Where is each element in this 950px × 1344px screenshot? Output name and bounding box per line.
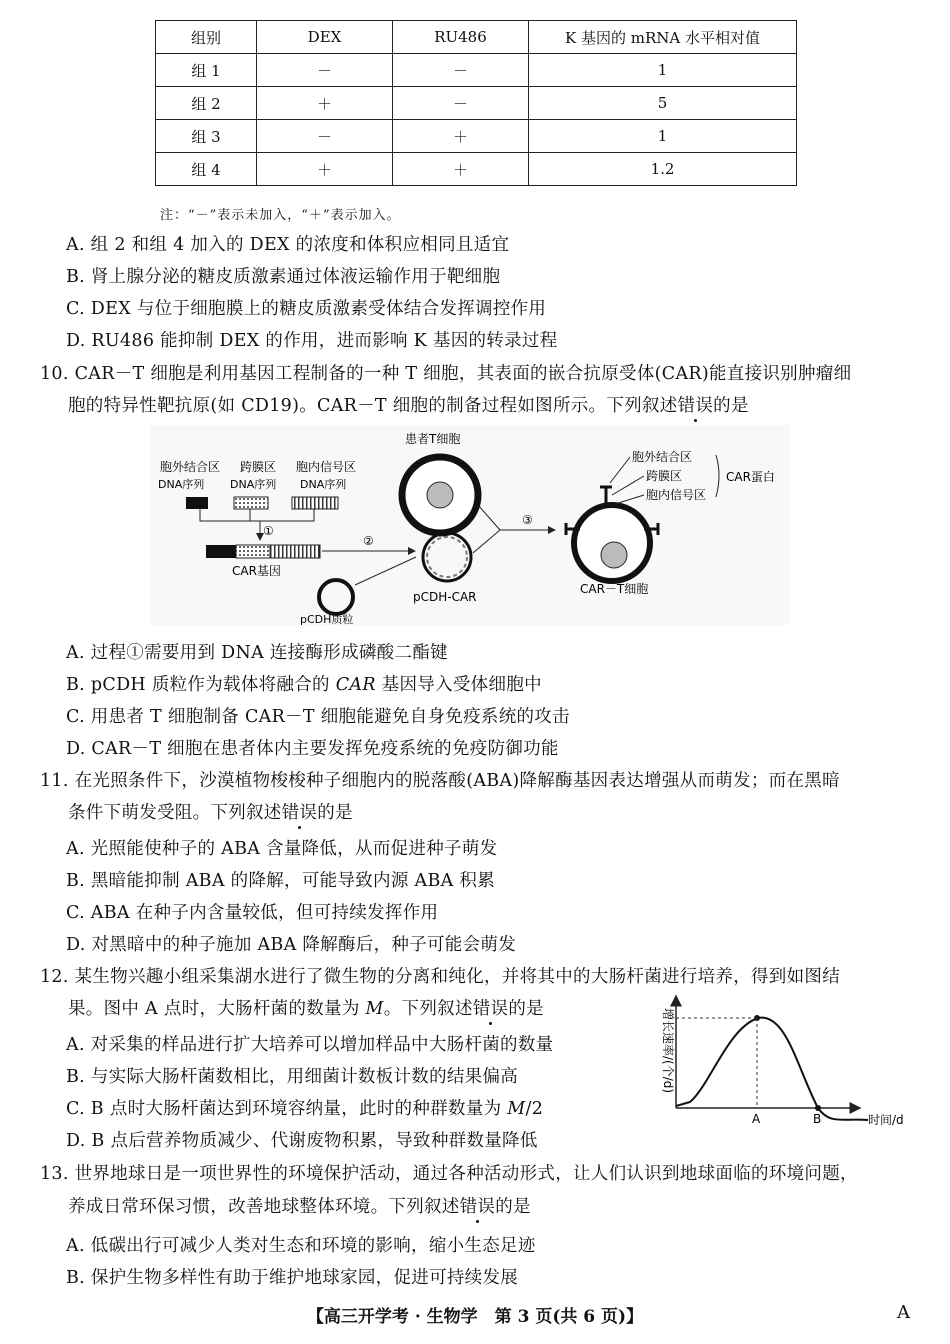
point-a-label: A	[752, 1112, 761, 1126]
graph-ylabel: 增长速率/(个/d)	[661, 1008, 675, 1094]
table-cell: ＋	[393, 120, 529, 153]
q12-option-c-m: M	[507, 1099, 526, 1119]
tm-dna-segment	[234, 497, 268, 509]
q11-stem-line1: 11. 在光照条件下，沙漠植物梭梭种子细胞内的脱落酸(ABA)降解酶基因表达增强从而萌发；而在黑暗	[40, 771, 840, 791]
table-cell: －	[257, 120, 393, 153]
q10-option-c: C. 用患者 T 细胞制备 CAR－T 细胞能避免自身免疫系统的攻击	[66, 707, 570, 727]
table-cell: ＋	[393, 153, 529, 186]
q12-stem-text: 果。图中 A 点时，大肠杆菌的数量为	[68, 999, 366, 1019]
q12-option-d: D. B 点后营养物质减少、代谢废物积累，导致种群数量降低	[66, 1131, 538, 1151]
q13-option-b: B. 保护生物多样性有助于维护地球家园，促进可持续发展	[66, 1268, 519, 1288]
q10-emphasis: 错误	[677, 396, 714, 416]
q12-stem-m: M	[365, 999, 384, 1019]
q11-option-b: B. 黑暗能抑制 ABA 的降解，可能导致内源 ABA 积累	[66, 871, 496, 891]
table-cell: 1	[529, 54, 797, 87]
q11-stem-text: 条件下萌发受阻。下列叙述	[68, 803, 282, 823]
q11-stem-end: 的是	[317, 803, 353, 823]
q10-stem-line1: 10. CAR－T 细胞是利用基因工程制备的一种 T 细胞，其表面的嵌合抗原受体(CAR)能直接识别肿瘤细	[40, 364, 852, 384]
label-extracellular: 胞外结合区	[160, 460, 221, 474]
experiment-table	[155, 20, 797, 186]
dna-seq-3: DNA序列	[300, 478, 347, 491]
q11-option-a: A. 光照能使种子的 ABA 含量降低，从而促进种子萌发	[66, 839, 498, 859]
car-t-diagram	[150, 425, 790, 625]
q10-option-b-gene: CAR	[335, 675, 376, 695]
q10-option-b-end: 基因导入受体细胞中	[375, 675, 542, 695]
car-protein-label: CAR蛋白	[726, 470, 775, 484]
table-cell: 组 3	[156, 120, 257, 153]
point-b-label: B	[813, 1112, 822, 1126]
dna-seq-1: DNA序列	[158, 478, 205, 491]
car-gene-part3	[270, 545, 320, 558]
table-cell: 组 2	[156, 87, 257, 120]
q12-option-a: A. 对采集的样品进行扩大培养可以增加样品中大肠杆菌的数量	[66, 1035, 554, 1055]
table-row	[156, 54, 797, 87]
table-cell: ＋	[257, 87, 393, 120]
q11-stem-line2	[68, 799, 353, 824]
car-gene-part1	[206, 545, 236, 558]
r-ext-label: 胞外结合区	[632, 450, 693, 464]
patient-t-label: 患者T细胞	[405, 432, 461, 446]
q12-stem-line1: 12. 某生物兴趣小组采集湖水进行了微生物的分离和纯化，并将其中的大肠杆菌进行培养，得到如图结	[40, 967, 840, 987]
q11-option-d: D. 对黑暗中的种子施加 ABA 降解酶后，种子可能会萌发	[66, 935, 516, 955]
step1-label: ①	[263, 524, 274, 538]
q11-emphasis: 错误	[281, 803, 318, 823]
car-t-nucleus	[601, 542, 627, 568]
q12-option-b: B. 与实际大肠杆菌数相比，用细菌计数板计数的结果偏高	[66, 1067, 519, 1087]
table-cell: －	[393, 54, 529, 87]
table-cell: 组 1	[156, 54, 257, 87]
r-int-label: 胞内信号区	[646, 488, 707, 502]
q13-emphasis: 错误	[459, 1197, 496, 1217]
table-header: K 基因的 mRNA 水平相对值	[529, 21, 797, 54]
table-cell: 1	[529, 120, 797, 153]
q13-option-a: A. 低碳出行可减少人类对生态和环境的影响，缩小生态足迹	[66, 1236, 536, 1256]
q9-option-a: A. 组 2 和组 4 加入的 DEX 的浓度和体积应相同且适宜	[66, 235, 510, 255]
table-note: 注：“－”表示未加入，“＋”表示加入。	[160, 208, 401, 223]
int-dna-segment	[292, 497, 338, 509]
page-footer: 【高三开学考 · 生物学 第 3 页(共 6 页)】	[306, 1307, 644, 1327]
ext-dna-segment	[186, 497, 208, 509]
table-cell: 组 4	[156, 153, 257, 186]
car-gene-part2	[236, 545, 270, 558]
car-t-label: CAR－T细胞	[580, 582, 649, 596]
dna-seq-2: DNA序列	[230, 478, 277, 491]
q13-stem-line2	[68, 1193, 531, 1218]
r-tm-label: 跨膜区	[646, 469, 683, 483]
table-header: DEX	[257, 21, 393, 54]
table-cell: ＋	[257, 153, 393, 186]
table-cell: 5	[529, 87, 797, 120]
q12-option-c	[66, 1095, 543, 1120]
graph-xlabel: 时间/d	[868, 1113, 904, 1127]
table-cell: 1.2	[529, 153, 797, 186]
step3-label: ③	[522, 513, 533, 527]
q12-stem-end: 的是	[508, 999, 544, 1019]
table-cell: －	[393, 87, 529, 120]
q10-option-d: D. CAR－T 细胞在患者体内主要发挥免疫系统的免疫防御功能	[66, 739, 559, 759]
q9-option-c: C. DEX 与位于细胞膜上的糖皮质激素受体结合发挥调控作用	[66, 299, 547, 319]
q10-option-b-text: B. pCDH 质粒作为载体将融合的	[66, 675, 336, 695]
q12-option-c-text: C. B 点时大肠杆菌达到环境容纳量，此时的种群数量为	[66, 1099, 508, 1119]
table-cell: －	[257, 54, 393, 87]
table-row	[156, 120, 797, 153]
growth-rate-curve	[676, 1018, 868, 1120]
table-header: 组别	[156, 21, 257, 54]
q10-stem-line2	[68, 392, 749, 417]
q12-stem-line2	[68, 995, 544, 1020]
q10-option-a: A. 过程①需要用到 DNA 连接酶形成磷酸二酯键	[66, 643, 448, 663]
q13-stem-text: 养成日常环保习惯，改善地球整体环境。下列叙述	[68, 1197, 460, 1217]
q10-stem-text: 胞的特异性靶抗原(如 CD19)。CAR－T 细胞的制备过程如图所示。下列叙述	[68, 396, 678, 416]
plasmid-label: pCDH质粒	[300, 613, 354, 625]
q13-stem-line1: 13. 世界地球日是一项世界性的环境保护活动，通过各种活动形式，让人们认识到地球面临的环境问题，	[40, 1164, 858, 1184]
table-header: RU486	[393, 21, 529, 54]
q12-stem-mid: 。下列叙述	[383, 999, 473, 1019]
car-gene-label: CAR基因	[232, 564, 281, 578]
label-transmembrane: 跨膜区	[240, 460, 277, 474]
zero-point-b	[815, 1105, 821, 1111]
q10-stem-end: 的是	[713, 396, 749, 416]
paper-version: A	[897, 1302, 910, 1323]
q11-option-c: C. ABA 在种子内含量较低，但可持续发挥作用	[66, 903, 439, 923]
q12-emphasis: 错误	[472, 999, 509, 1019]
q13-stem-end: 的是	[495, 1197, 531, 1217]
table-header-row	[156, 21, 797, 54]
label-intracellular: 胞内信号区	[296, 460, 357, 474]
q9-option-b: B. 肾上腺分泌的糖皮质激素通过体液运输作用于靶细胞	[66, 267, 501, 287]
q9-option-d: D. RU486 能抑制 DEX 的作用，进而影响 K 基因的转录过程	[66, 331, 558, 351]
table-row	[156, 153, 797, 186]
q10-option-b	[66, 671, 542, 696]
q12-option-c-end: /2	[525, 1099, 544, 1119]
patient-t-nucleus	[427, 482, 453, 508]
table-row	[156, 87, 797, 120]
pcdh-car-label: pCDH-CAR	[413, 590, 477, 604]
step2-label: ②	[363, 534, 374, 548]
growth-rate-graph	[638, 990, 938, 1140]
